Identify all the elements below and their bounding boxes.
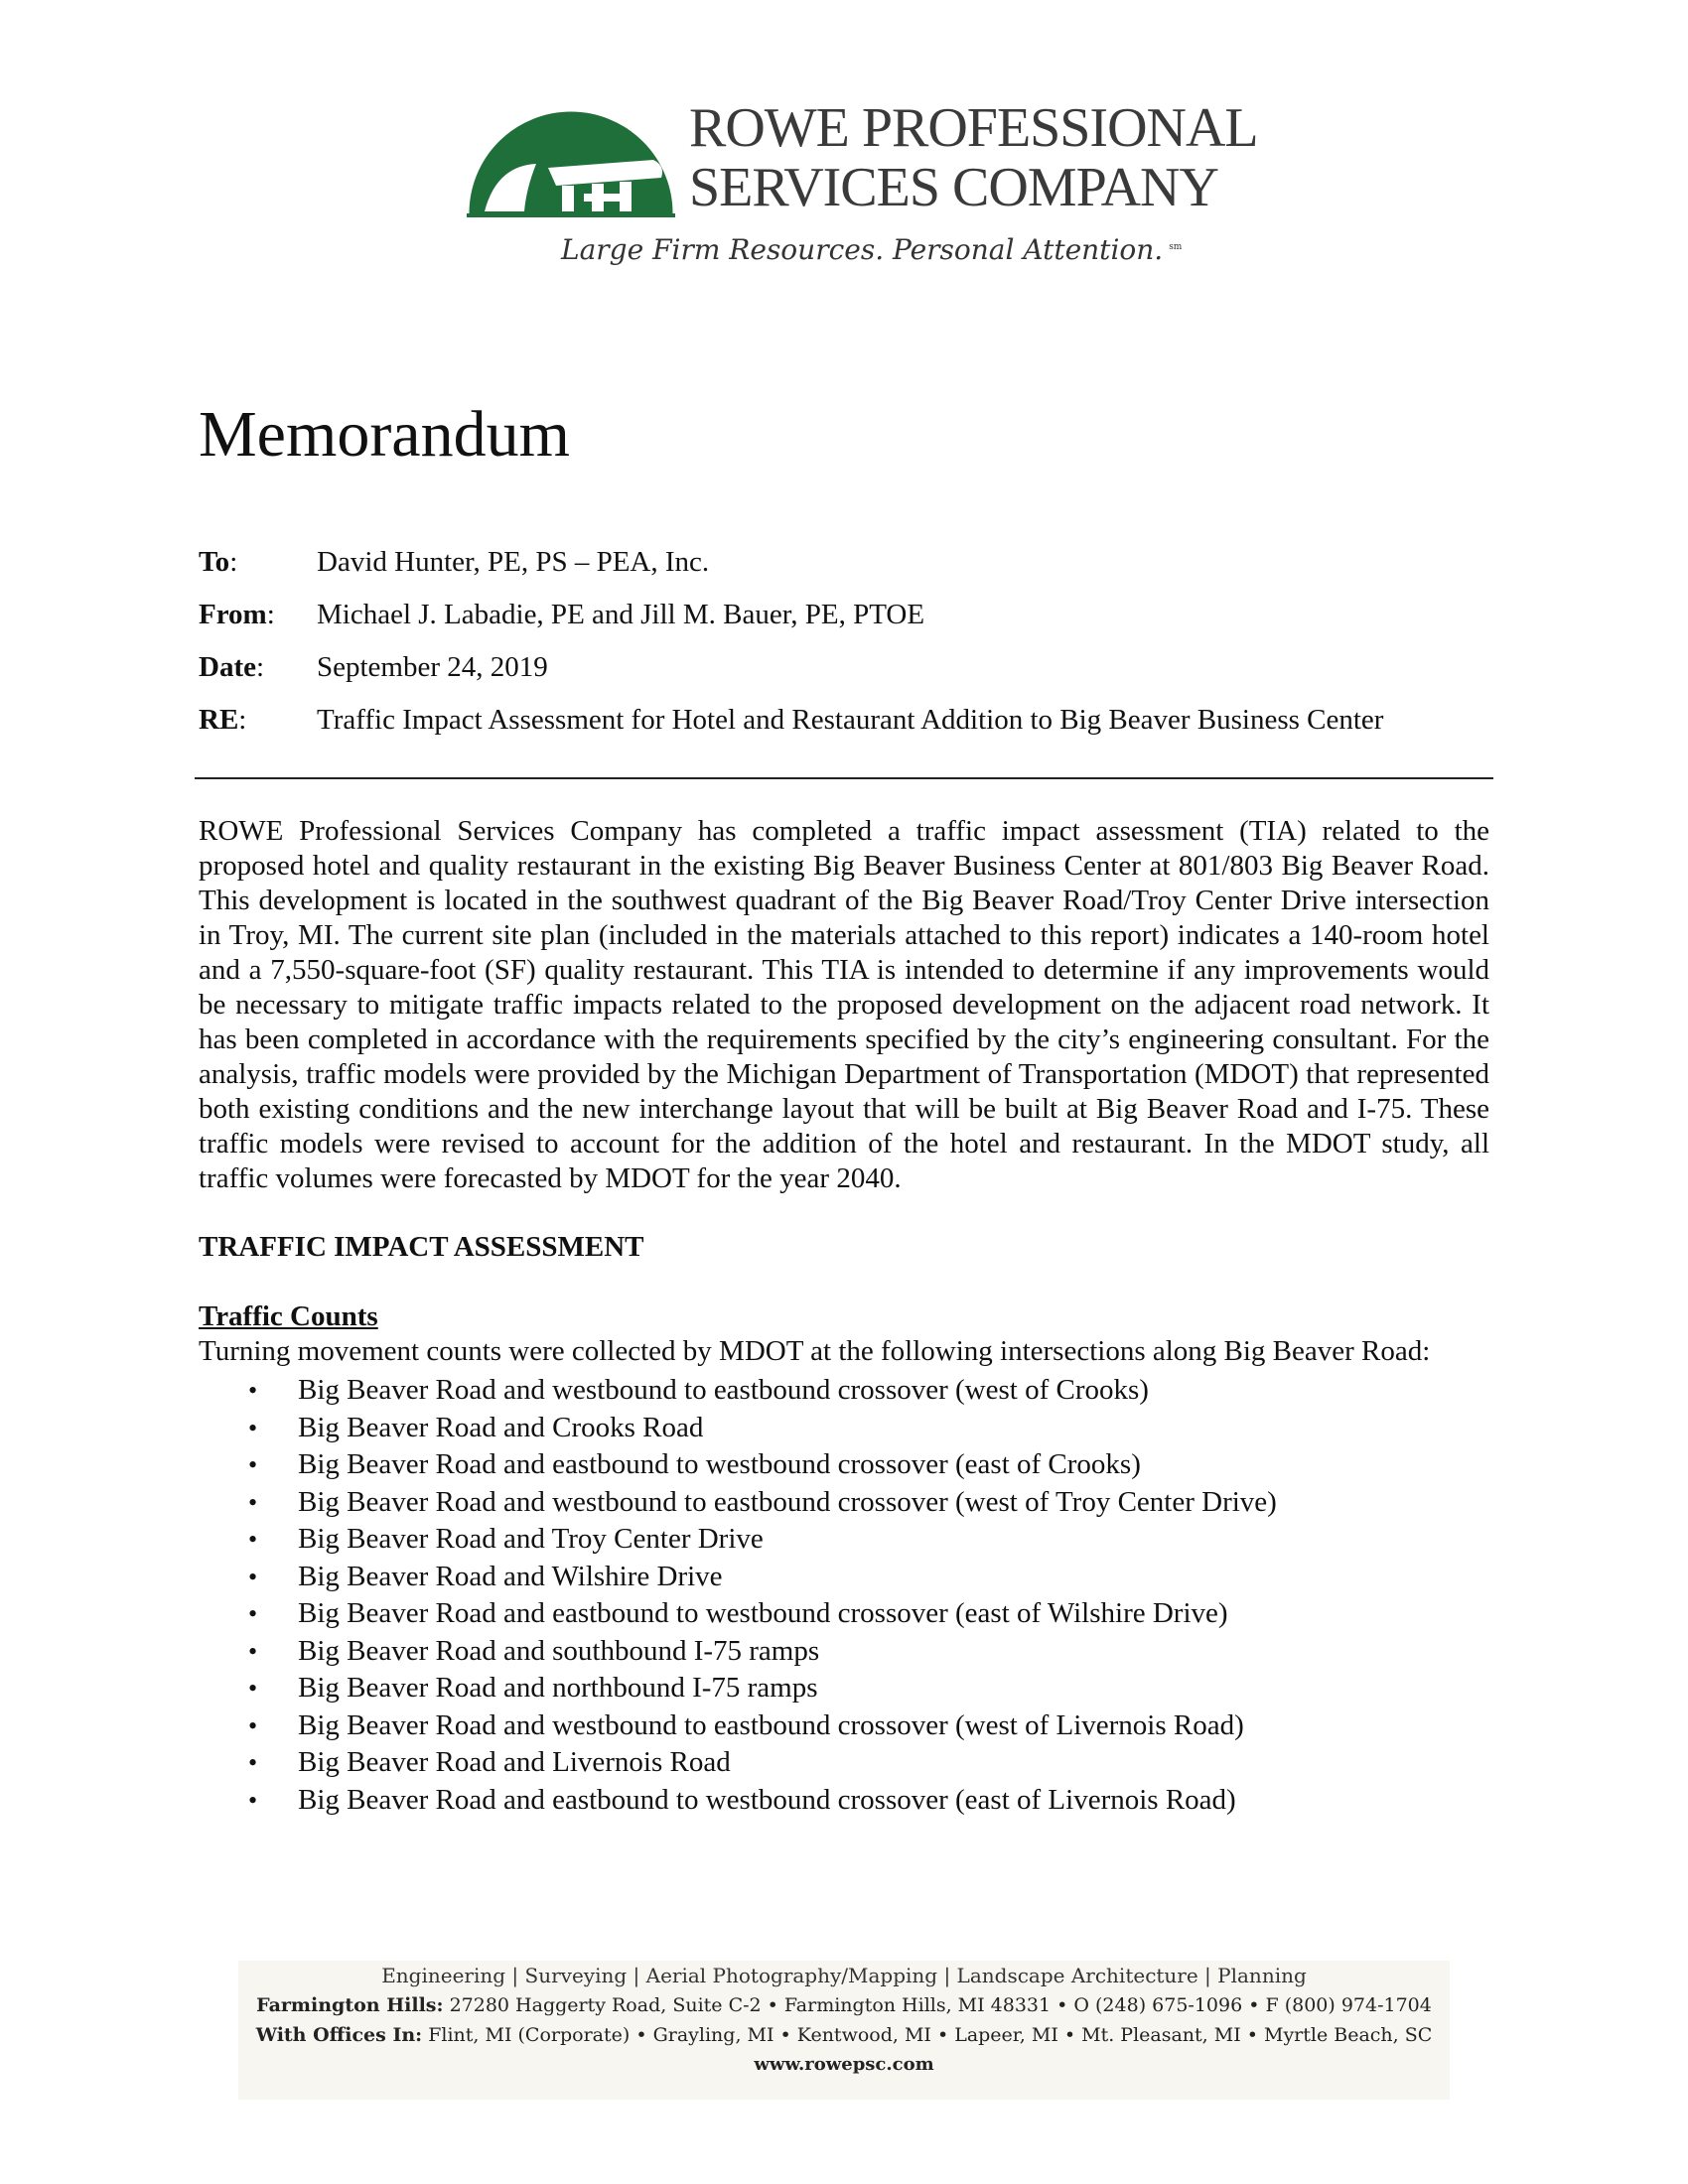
subsection-heading: Traffic Counts: [199, 1300, 378, 1332]
section-heading: TRAFFIC IMPACT ASSESSMENT: [199, 1231, 644, 1263]
service-mark: sm: [1169, 241, 1183, 252]
to-value: David Hunter, PE, PS – PEA, Inc.: [317, 546, 710, 578]
rowe-emblem-icon: [467, 94, 675, 218]
date-label: Date:: [199, 651, 265, 683]
footer-website[interactable]: www.rowepsc.com: [754, 2054, 934, 2075]
bullet-icon: •: [248, 1785, 258, 1815]
list-item: • Big Beaver Road and Livernois Road: [199, 1744, 1489, 1782]
list-item: • Big Beaver Road and eastbound to westbound crossover (east of Livernois Road): [199, 1782, 1489, 1820]
bullet-icon: •: [248, 1487, 258, 1517]
list-item: • Big Beaver Road and eastbound to westbound crossover (east of Wilshire Drive): [199, 1595, 1489, 1633]
date-value: September 24, 2019: [317, 651, 548, 683]
date-row: [199, 651, 1489, 704]
intersections-intro: Turning movement counts were collected by MDOT at the following intersections along Big Beaver Road:: [199, 1335, 1431, 1367]
bullet-icon: •: [248, 1450, 258, 1479]
re-value: Traffic Impact Assessment for Hotel and Restaurant Addition to Big Beaver Business Center: [317, 704, 1384, 736]
intersection-list: [199, 1372, 1489, 1819]
re-label: RE:: [199, 704, 247, 736]
bullet-icon: •: [248, 1748, 258, 1777]
from-label: From:: [199, 599, 275, 630]
bullet-icon: •: [248, 1674, 258, 1703]
list-item: • Big Beaver Road and Wilshire Drive: [199, 1559, 1489, 1596]
list-item: • Big Beaver Road and eastbound to westbound crossover (east of Crooks): [199, 1446, 1489, 1484]
bullet-icon: •: [248, 1525, 258, 1554]
list-item: • Big Beaver Road and westbound to eastbound crossover (west of Crooks): [199, 1372, 1489, 1410]
list-item: • Big Beaver Road and southbound I-75 ramps: [199, 1633, 1489, 1671]
list-item: • Big Beaver Road and Troy Center Drive: [199, 1521, 1489, 1559]
header-divider: [195, 777, 1493, 779]
letterhead-footer: [238, 1961, 1450, 2100]
footer-services: Engineering | Surveying | Aerial Photography/Mapping | Landscape Architecture | Planning: [381, 1964, 1307, 1987]
bullet-icon: •: [248, 1599, 258, 1628]
bullet-icon: •: [248, 1376, 258, 1405]
memo-title: Memorandum: [199, 398, 570, 471]
footer-hq-address: Farmington Hills: 27280 Haggerty Road, Suite C-2 • Farmington Hills, MI 48331 • O (248) 675-1096 • F (800) 974-1704: [256, 1994, 1432, 2016]
bullet-icon: •: [248, 1413, 258, 1442]
logo-company-line1: ROWE PROFESSIONAL: [689, 97, 1258, 159]
company-logo: [467, 94, 1258, 283]
logo-tagline: Large Firm Resources. Personal Attention. $^{sm}$: [561, 233, 1183, 266]
from-value: Michael J. Labadie, PE and Jill M. Bauer, PE, PTOE: [317, 599, 925, 630]
re-row: [199, 704, 1489, 756]
bullet-icon: •: [248, 1710, 258, 1740]
logo-company-line2: SERVICES COMPANY: [689, 157, 1218, 218]
bullet-icon: •: [248, 1562, 258, 1591]
list-item: • Big Beaver Road and westbound to eastbound crossover (west of Livernois Road): [199, 1707, 1489, 1745]
footer-offices: With Offices In: Flint, MI (Corporate) • Grayling, MI • Kentwood, MI • Lapeer, MI • Mt. Pleasant, MI • Myrtle Beach, SC: [255, 2024, 1433, 2046]
bullet-icon: •: [248, 1636, 258, 1666]
list-item: • Big Beaver Road and northbound I-75 ramps: [199, 1670, 1489, 1707]
list-item: • Big Beaver Road and westbound to eastbound crossover (west of Troy Center Drive): [199, 1484, 1489, 1522]
intro-paragraph: ROWE Professional Services Company has completed a traffic impact assessment (TIA) related to the proposed hotel and quality restaurant in the existing Big Beaver Business Center at 801/803 Big Beaver Road. This development is located in the southwest quadrant of the Big Beaver Road/Troy Center Drive intersection in Troy, MI. The current site plan (included in the materials attached to this report) indicates a 140-room hotel and a 7,550-square-foot (SF) quality restaurant. This TIA is intended to determine if any improvements would be necessary to mitigate traffic impacts related to the proposed development on the adjacent road network. It has been completed in accordance with the requirements specified by the city’s engineering consultant. For the analysis, traffic models were provided by the Michigan Department of Transportation (MDOT) that represented both existing conditions and the new interchange layout that will be built at Big Beaver Road and I-75. These traffic models were revised to account for the addition of the hotel and restaurant. In the MDOT study, all traffic volumes were forecasted by MDOT for the year 2040.: [199, 815, 1489, 1194]
from-row: [199, 599, 1489, 651]
list-item: • Big Beaver Road and Crooks Road: [199, 1410, 1489, 1447]
to-label: To:: [199, 546, 238, 578]
to-row: [199, 546, 1489, 599]
memo-header-fields: [199, 546, 1489, 756]
